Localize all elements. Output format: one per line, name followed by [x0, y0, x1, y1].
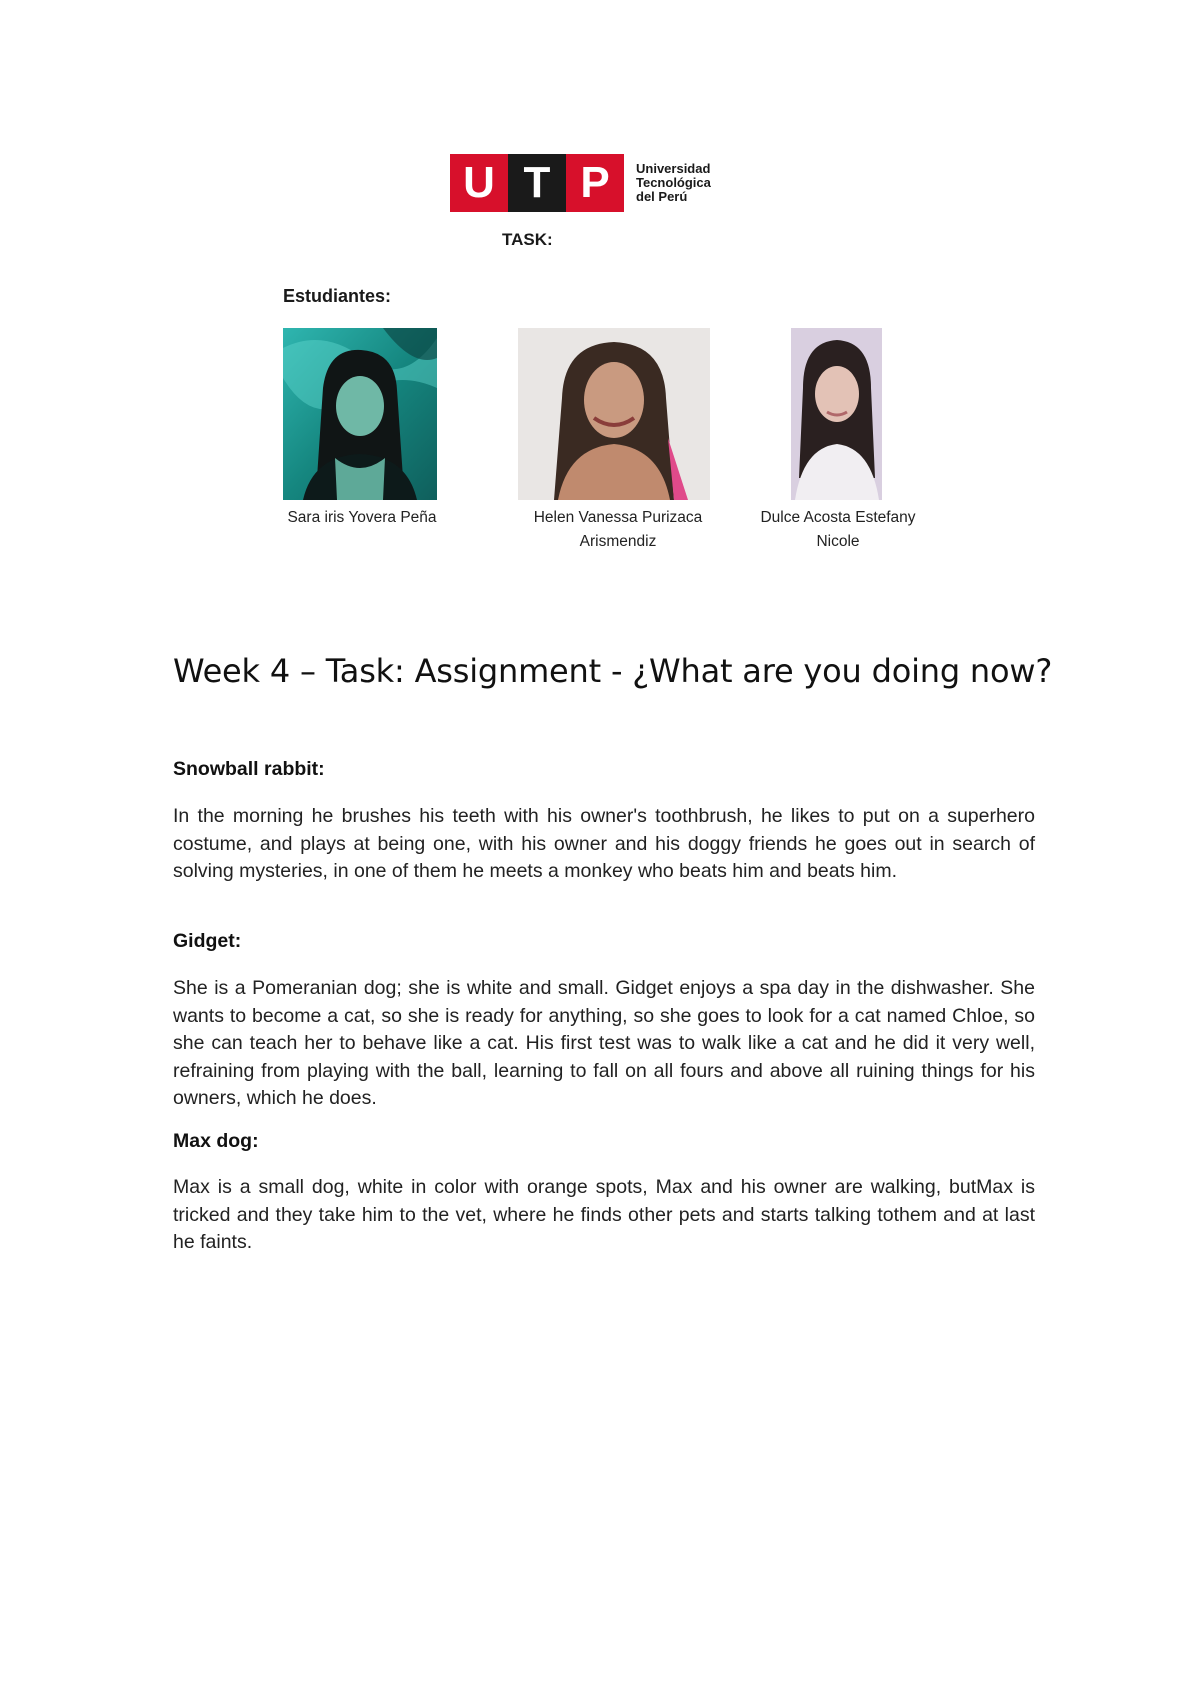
utp-logo: [450, 154, 711, 212]
section-title-snowball: Snowball rabbit:: [173, 758, 325, 780]
student-name-line-1: Sara iris Yovera Peña: [287, 509, 437, 526]
logo-line-1: Universidad: [636, 161, 711, 176]
task-label: TASK:: [502, 230, 553, 249]
student-name-line-1: Dulce Acosta Estefany: [760, 509, 916, 526]
section-title-gidget: Gidget:: [173, 930, 242, 952]
logo-letter-p: P: [566, 154, 624, 212]
student-photo-3: [791, 328, 882, 500]
student-name-3: [740, 506, 936, 554]
logo-line-3: del Perú: [636, 189, 688, 204]
logo-letters: [450, 154, 624, 212]
student-name-line-2: Arismendiz: [579, 533, 657, 550]
student-name-line-1: Helen Vanessa Purizaca: [533, 509, 703, 526]
student-name-line-2: Nicole: [816, 533, 860, 550]
student-photo-1: [283, 328, 437, 500]
section-text-snowball: In the morning he brushes his teeth with his owner's toothbrush, he likes to put on a superhero costume, and plays at being one, with his owner and his doggy friends he goes out in search of solving mysteries, in one of them he meets a monkey who beats him and beats him.: [173, 805, 1035, 882]
section-text-max: Max is a small dog, white in color with orange spots, Max and his owner are walking, butMax is tricked and they take him to the vet, where he finds other pets and starts talking tothem and at last he faints.: [173, 1176, 1035, 1253]
student-name-2: [500, 506, 736, 554]
students-label: Estudiantes:: [283, 286, 392, 306]
student-name-1: [260, 506, 464, 530]
page-title: Week 4 – Task: Assignment - ¿What are you doing now?: [173, 652, 1053, 690]
logo-letter-u: U: [450, 154, 508, 212]
section-title-max: Max dog:: [173, 1130, 259, 1152]
logo-wordmark: [636, 162, 711, 204]
logo-line-2: Tecnológica: [636, 175, 711, 190]
logo-letter-t: T: [508, 154, 566, 212]
section-text-gidget: She is a Pomeranian dog; she is white and small. Gidget enjoys a spa day in the dishwasher. She wants to become a cat, so she is ready for anything, so she goes to look for a cat named Chloe, so she can teach her to behave like a cat. His first test was to walk like a cat and he did it very well, refraining from playing with the ball, learning to fall on all fours and above all ruining things for his owners, which he does.: [173, 977, 1035, 1109]
student-photo-2: [518, 328, 710, 500]
